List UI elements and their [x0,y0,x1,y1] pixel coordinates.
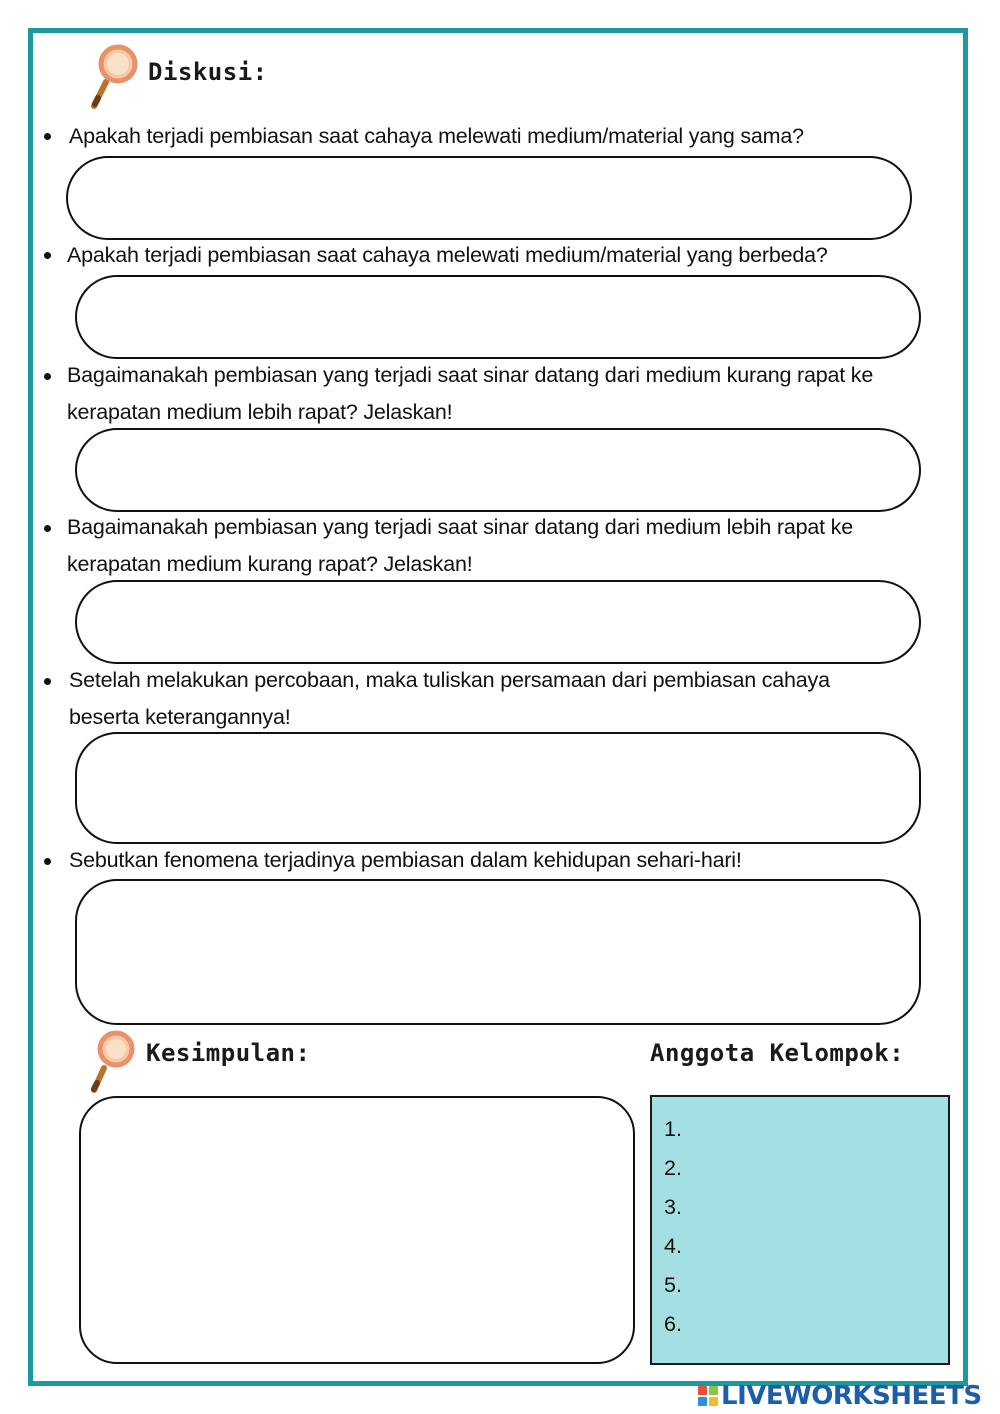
question-5 [69,662,830,736]
question-5-line-2: beserta keterangannya! [69,705,291,729]
question-4 [67,509,853,583]
bullet-icon [44,133,51,140]
question-5-line-1: Setelah melakukan percobaan, maka tuliskan persamaan dari pembiasan cahaya [69,668,830,692]
watermark-text: LIVEWORKSHEETS [721,1381,982,1411]
diskusi-heading: Diskusi: [148,58,268,86]
question-1 [69,118,804,155]
question-6-line-1: Sebutkan fenomena terjadinya pembiasan dalam kehidupan sehari-hari! [69,848,742,872]
question-4-line-2: kerapatan medium kurang rapat? Jelaskan! [67,552,473,576]
question-2-line-1: Apakah terjadi pembiasan saat cahaya melewati medium/material yang berbeda? [67,243,828,267]
bullet-icon [44,678,51,685]
answer-box-3[interactable] [75,428,921,512]
liveworksheets-logo [698,1380,982,1412]
bullet-icon [44,525,51,532]
question-3 [67,357,873,431]
bullet-icon [44,858,51,865]
bullet-icon [44,373,51,380]
answer-box-1[interactable] [66,156,912,240]
question-1-line-1: Apakah terjadi pembiasan saat cahaya melewati medium/material yang sama? [69,124,804,148]
kesimpulan-box[interactable] [79,1096,635,1364]
question-6 [69,842,742,879]
magnifier-icon [86,1026,146,1096]
member-number-1: 1. [664,1117,682,1141]
member-number-4: 4. [664,1234,682,1258]
bullet-icon [44,252,51,259]
member-number-6: 6. [664,1312,682,1336]
question-4-line-1: Bagaimanakah pembiasan yang terjadi saat sinar datang dari medium lebih rapat ke [67,515,853,539]
question-3-line-2: kerapatan medium lebih rapat? Jelaskan! [67,400,453,424]
answer-box-5[interactable] [75,732,921,844]
kesimpulan-heading: Kesimpulan: [146,1039,311,1067]
question-2 [67,237,828,274]
logo-squares-icon [698,1386,718,1406]
question-3-line-1: Bagaimanakah pembiasan yang terjadi saat sinar datang dari medium kurang rapat ke [67,363,874,387]
member-number-3: 3. [664,1195,682,1219]
anggota-heading: Anggota Kelompok: [650,1039,905,1067]
member-number-2: 2. [664,1156,682,1180]
answer-box-4[interactable] [75,580,921,664]
answer-box-6[interactable] [75,879,921,1025]
members-box[interactable] [650,1095,950,1365]
magnifier-icon [88,40,148,112]
member-number-5: 5. [664,1273,682,1297]
answer-box-2[interactable] [75,275,921,359]
